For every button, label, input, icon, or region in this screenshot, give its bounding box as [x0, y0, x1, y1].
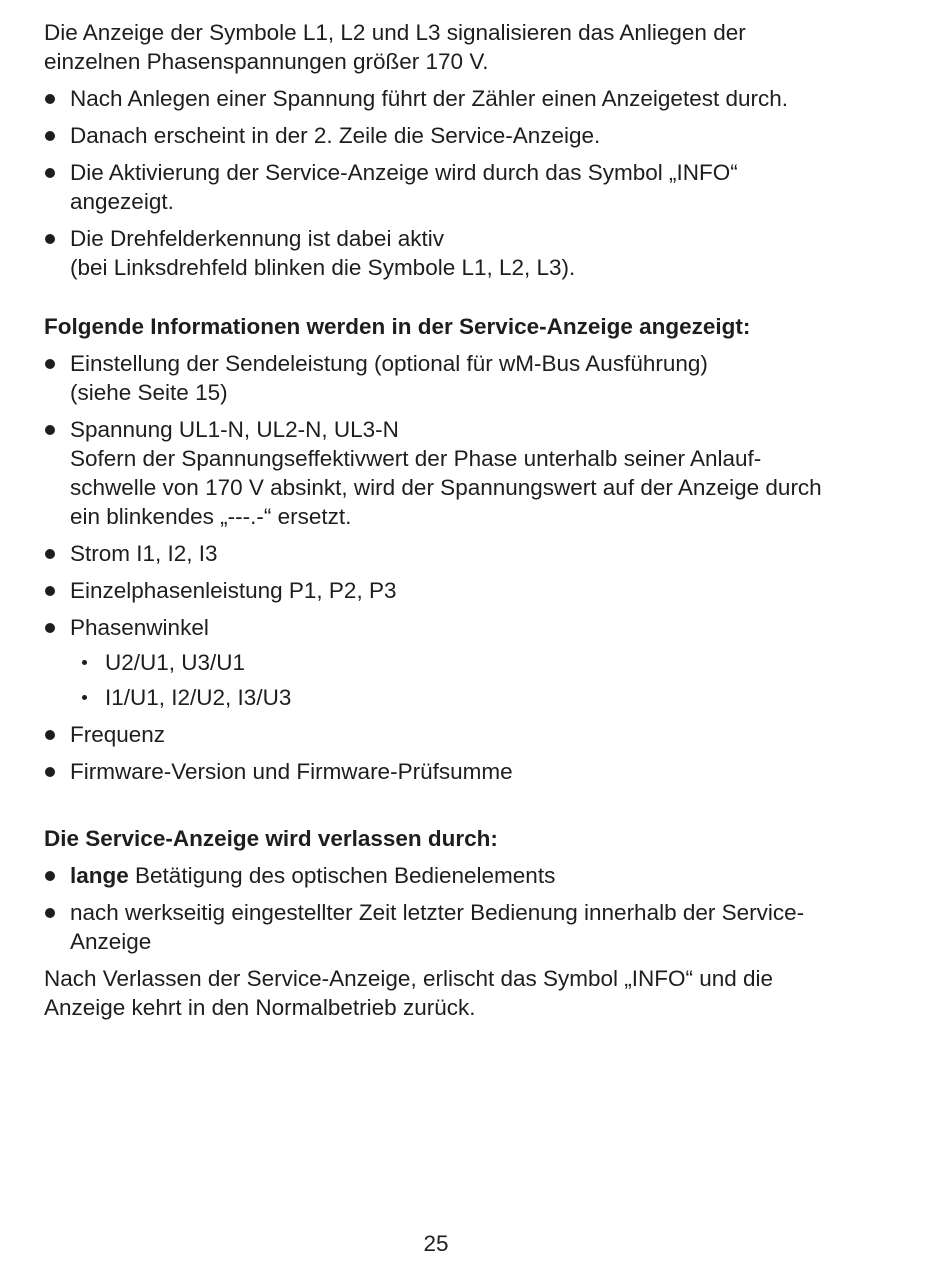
- exit-list: [44, 861, 844, 956]
- list-item: Einzelphasenleistung P1, P2, P3: [44, 576, 844, 605]
- list-item: Danach erscheint in der 2. Zeile die Service-Anzeige.: [44, 121, 844, 150]
- list-item-line: (bei Linksdrehfeld blinken die Symbole L1, L2, L3).: [70, 255, 576, 280]
- list-item-line: (siehe Seite 15): [70, 380, 228, 405]
- startup-list: [44, 84, 844, 282]
- list-item: Strom I1, I2, I3: [44, 539, 844, 568]
- list-item: [44, 224, 844, 282]
- list-item-line: Sofern der Spannungseffektivwert der Phase unterhalb seiner Anlauf-schwelle von 170 V absinkt, wird der Spannungswert auf der Anzeige durch ein blinkendes „---.-“ ersetzt.: [70, 446, 822, 529]
- emphasis-text: lange: [70, 863, 129, 888]
- sub-list-item: U2/U1, U3/U1: [70, 648, 844, 677]
- intro-paragraph: Die Anzeige der Symbole L1, L2 und L3 signalisieren das Anliegen der einzelnen Phasenspannungen größer 170 V.: [44, 20, 746, 74]
- phase-angle-sublist: [70, 648, 844, 712]
- list-item: [44, 861, 844, 890]
- list-item: nach werkseitig eingestellter Zeit letzter Bedienung innerhalb der Service-Anzeige: [44, 898, 844, 956]
- list-item-line: Einstellung der Sendeleistung (optional für wM-Bus Ausführung): [70, 351, 708, 376]
- list-item-label: Phasenwinkel: [70, 615, 209, 640]
- list-item-line: Spannung UL1-N, UL2-N, UL3-N: [70, 417, 399, 442]
- exit-heading: Die Service-Anzeige wird verlassen durch:: [44, 826, 498, 851]
- outro-paragraph: Nach Verlassen der Service-Anzeige, erlischt das Symbol „INFO“ und die Anzeige kehrt in den Normalbetrieb zurück.: [44, 966, 774, 1020]
- page-number: 25: [423, 1231, 449, 1256]
- list-item: Frequenz: [44, 720, 844, 749]
- info-heading: Folgende Informationen werden in der Service-Anzeige angezeigt:: [44, 314, 751, 339]
- manual-page: [44, 18, 844, 1022]
- list-item: [44, 349, 844, 407]
- list-item: Die Aktivierung der Service-Anzeige wird durch das Symbol „INFO“ angezeigt.: [44, 158, 844, 216]
- list-item: Firmware-Version und Firmware-Prüfsumme: [44, 757, 844, 786]
- sub-list-item: I1/U1, I2/U2, I3/U3: [70, 683, 844, 712]
- list-item-text: Betätigung des optischen Bedienelements: [128, 863, 556, 888]
- info-list: [44, 349, 844, 786]
- list-item: [44, 613, 844, 712]
- list-item-line: Die Drehfelderkennung ist dabei aktiv: [70, 226, 444, 251]
- list-item: Nach Anlegen einer Spannung führt der Zähler einen Anzeigetest durch.: [44, 84, 844, 113]
- list-item: [44, 415, 844, 531]
